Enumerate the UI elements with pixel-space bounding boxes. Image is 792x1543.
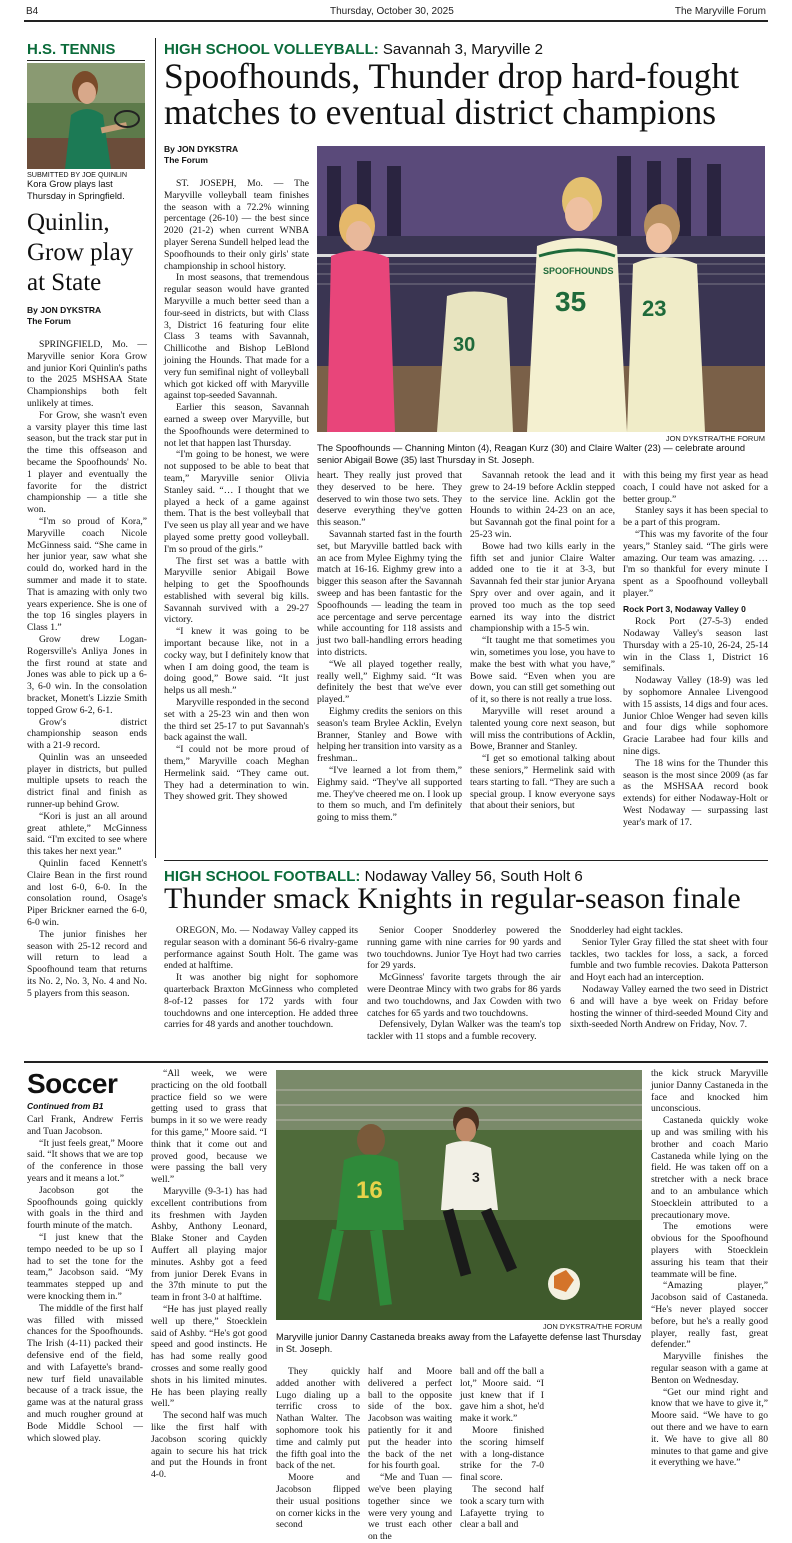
soccer-column-6 (651, 1068, 768, 1469)
tennis-headline: Quinlin, Grow play at State (27, 209, 134, 296)
soccer-paragraph: half and Moore delivered a perfect ball to the opposite side of the box. Jacobson was waiting patiently for it and put the header into the back of the net for his fourth goal. (368, 1366, 452, 1472)
football-headline: Thunder smack Knights in regular-season finale (164, 882, 741, 915)
volleyball-paragraph: “I'm going to be honest, we were not supposed to be able to beat that team,” Maryville senior Olivia Stanley said. “… I thought that we played a heck of a game against them. That is the best volleyball that I've seen us play all year and we have played some pretty good volleyball. I'm so proud of the girls.” (164, 449, 309, 555)
rock-port-subhead: Rock Port 3, Nodaway Valley 0 (623, 603, 746, 614)
soccer-paragraph: Jacobson got the Spoofhounds going quickly with goals in the third and fourth minute of the match. (27, 1184, 143, 1232)
volleyball-paragraph: Stanley says it has been special to be a part of this program. (623, 505, 768, 529)
tennis-paragraph: Grow's district championship season ends with a 21-9 record. (27, 716, 147, 752)
football-paragraph: OREGON, Mo. — Nodaway Valley capped its regular season with a dominant 56-6 rivalry-game performance against South Holt. The game was ended at halftime. (164, 925, 358, 972)
volleyball-paragraph: “It taught me that sometimes you win, sometimes you lose, you have to make the best with what you have,” Bowe said. “Even when you are down, you can still get something out of it, so there is not really a true loss. (470, 635, 615, 706)
tennis-caption: Kora Grow plays last Thursday in Springfield. (27, 179, 125, 201)
soccer-paragraph: Moore and Jacobson flipped their usual positions on corner kicks in the second (276, 1472, 360, 1531)
football-paragraph: Nodaway Valley earned the two seed in District 6 and will have a bye week on Friday before hosting the winner of third-seeded Mound City and sixth-seeded North Andrew on Friday, Nov. 7. (570, 983, 768, 1031)
football-paragraph: It was another big night for sophomore quarterback Braxton McGinness who completed 8-of-12 passes for 172 yards with four touchdowns and one interception. He added three carries for 48 yards and another touchdown. (164, 972, 358, 1031)
soccer-paragraph: “All week, we were practicing on the old football practice field so we were getting used to grass that bumps in it so we were ready for this game,” Moore said. “I think that it come out and proved good, because we were passing the ball very well.” (151, 1068, 267, 1186)
volleyball-byline-name: By JON DYKSTRA (164, 144, 239, 154)
page-number: B4 (26, 6, 39, 17)
football-paragraph: Senior Tyler Gray filled the stat sheet with four tackles, two tackles for loss, a sack, a forced fumble and two fumble recovies. Dakota Patterson and Hoyt each had an interception. (570, 936, 768, 984)
tennis-story (27, 339, 147, 1000)
soccer-column-4 (368, 1366, 452, 1543)
football-column-1 (164, 925, 358, 1031)
soccer-paragraph: Moore finished the scoring himself with a long-distance strike for the 7-0 final score. (460, 1424, 544, 1484)
volleyball-photo-credit: JON DYKSTRA/THE FORUM (665, 434, 765, 443)
volleyball-paragraph: “I knew it was going to be important because like, not in a cocky way, but I definitely know that when I am doing good, the team is doing good,” Bowe said. “It just helps us all mesh.” (164, 626, 309, 697)
volleyball-paragraph: The first set was a battle with Maryville senior Abigail Bowe helping to get the Spoofhounds established with several big kills. Savannah survived with a 29-27 victory. (164, 555, 309, 626)
volleyball-paragraph: Maryville responded in the second set with a 25-23 win and then won the third set 25-17 to put Savannah's back against the wall. (164, 697, 309, 744)
volleyball-paragraph: Savannah started fast in the fourth set, but Maryville battled back with an ace from Mylee Eighmy tying the match at 16-16. Eighmy grew into a bigger this season after the Savannah sweep and has been fantastic for the Spoofhounds — leading the team in ace percentage and serve percentage while accounting for 118 assists and just two ball-handling errors heading into districts. (317, 528, 462, 658)
football-column-2 (367, 925, 561, 1043)
volleyball-paragraph: Eighmy credits the seniors on this season's team Brylee Acklin, Evelyn Branner, Stanley and Bowe with helping her transition into varsity as a freshman.. (317, 705, 462, 765)
top-rule (24, 20, 768, 22)
tennis-section-title: H.S. TENNIS (27, 41, 116, 58)
volleyball-column-1 (164, 178, 309, 803)
tennis-byline-org: The Forum (27, 316, 71, 327)
soccer-jersey-3: 3 (472, 1169, 480, 1185)
soccer-paragraph: “Amazing player,” Jacobson said of Castaneda. “He's never played soccer before, but he's a really good player, really fast, great defender.” (651, 1280, 768, 1351)
jersey-30: 30 (453, 334, 476, 356)
soccer-paragraph: The middle of the first half was filled with missed chances for the Spoofhounds. The Irish (4-11) packed their defensive end of the field, and with Lafayette's brand-new turf field unavailable because of a track issue, the game was at the natural grass and much rougher ground at Bode Middle School — which slowed play. (27, 1302, 143, 1444)
football-kicker-label: HIGH SCHOOL FOOTBALL: (164, 868, 361, 885)
football-score: Nodaway Valley 56, South Holt 6 (364, 868, 583, 885)
football-paragraph: McGinness' favorite targets through the air were Deontrae Mincy with two grabs for 86 yards and two touchdowns, and Jax Cowden with two catches for 65 yards and two touchdowns. (367, 972, 561, 1019)
soccer-paragraph: Carl Frank, Andrew Ferris and Tuan Jacobson. (27, 1114, 143, 1137)
volleyball-caption: The Spoofhounds — Channing Minton (4), Reagan Kurz (30) and Claire Walter (23) — celebrate around senior Abigail Bowe (35) last Thursday in St. Joseph. (317, 443, 746, 465)
volleyball-paragraph: ST. JOSEPH, Mo. — The Maryville volleyball team finishes the season with a 72.2% winning percentage (26-10) — the best since 2020 (21-2) when current WNBA player Serena Sundell helped lead the Spoofhounds to their only girls' state championship in school history. (164, 178, 309, 272)
tennis-paragraph: “Kori is just an all around great athlete,” McGinness said. “I'm excited to see where this takes her next year.” (27, 810, 147, 858)
soccer-paragraph: The second half took a scary turn with Lafayette trying to clear a ball and (460, 1483, 544, 1531)
soccer-column-3 (276, 1366, 360, 1531)
tennis-rule (27, 60, 145, 61)
tennis-paragraph: Quinlin faced Kennett's Claire Bean in the first round and lost 6-0, 6-0. In the consolation round, Osage's Piper Brickner earned the 6-0, 6-0 win. (27, 858, 147, 929)
volleyball-paragraph: heart. They really just proved that they deserved to be here. They deserved to win those two sets. They deserve everything they've gotten this season.” (317, 470, 462, 529)
volleyball-paragraph: “I could not be more proud of them,” Maryville coach Meghan Hermelink said. “They came out. They had a determination to win. They showed grit. They showed (164, 744, 309, 803)
volleyball-paragraph: “I get so emotional talking about these seniors,” Hermelink said with tears starting to fall. “They are such a special group. I know everyone says that about their seniors, but (470, 753, 615, 812)
volleyball-paragraph: “We all played together really, really well,” Eighmy said. “It was definitely the best that we've ever played.” (317, 658, 462, 706)
football-top-rule (164, 860, 768, 861)
tennis-byline-name: By JON DYKSTRA (27, 305, 102, 315)
soccer-jersey-16: 16 (356, 1177, 383, 1204)
volleyball-paragraph: Earlier this season, Savannah earned a sweep over Maryville, but the Spoofhounds were determined to not let that happen last Thursday. (164, 402, 309, 449)
football-paragraph: Senior Cooper Snodderley powered the running game with nine carries for 90 yards and two touchdowns. Junior Tye Hoyt had two carries for 29 yards. (367, 925, 561, 972)
volleyball-paragraph: with this being my first year as head coach, I could have not asked for a better group.” (623, 470, 768, 505)
tennis-paragraph: For Grow, she wasn't even a varsity player this time last season, but the track star put in the time this offseason and became the Spoofhounds' No. 1 player and eventually the favorite for the district championship — a title she won. (27, 409, 147, 516)
volleyball-paragraph: “I've learned a lot from them,” Eighmy said. “They've all supported me. They've cheered me on. I look up to them so much, and I'm definitely going to miss them.” (317, 764, 462, 824)
tennis-paragraph: SPRINGFIELD, Mo. — Maryville senior Kora Grow and junior Kori Quinlin's paths to the 2025 MSHSAA State Championships both felt unlikely at times. (27, 339, 147, 409)
issue-date: Thursday, October 30, 2025 (330, 6, 454, 17)
volleyball-paragraph: Nodaway Valley (18-9) was led by sophomore Annalee Livengood with 15 assists, 14 digs and four aces. Junior Chloe Wenger had seven kills and four digs while sophomore Gracie Larabee had four kills and nine digs. (623, 675, 768, 757)
soccer-photo-credit: JON DYKSTRA/THE FORUM (542, 1322, 642, 1331)
volleyball-paragraph: In most seasons, that tremendous regular season would have granted Maryville a much better seed than a four-seed in districts, but with Class 3, District 16 featuring four elite Class 3 teams with Savannah, Chillicothe and Bishop LeBlond joining the Hounds. That made for a very fun semifinal night of volleyball which got kicked off with Maryville against top-seeded Savannah. (164, 272, 309, 402)
soccer-photo (276, 1070, 642, 1320)
soccer-top-rule (24, 1061, 768, 1063)
volleyball-score: Savannah 3, Maryville 2 (382, 41, 543, 58)
soccer-paragraph: “Get our mind right and know that we have to give it,” Moore said. “We have to go out there and we have to earn it. We have to give all 80 minutes to that game and give it everything we have.” (651, 1386, 768, 1469)
volleyball-byline-org: The Forum (164, 155, 208, 166)
football-column-3 (570, 925, 768, 1031)
soccer-paragraph: They quickly added another with Lugo dialing up a terrific cross to Nathan Walter. The sophomore took his time and calmly put the fifth goal into the back of the net. (276, 1366, 360, 1472)
volleyball-paragraph: Bowe had two kills early in the fifth set and junior Claire Walter added one to tie it at 3-3, but Savannah fed their star junior Aryana Spry over and over again, and it proved too much as the top seed earned its way into the district championship with a 15-5 win. (470, 540, 615, 635)
tennis-divider (155, 38, 156, 858)
soccer-continued: Continued from B1 (27, 1101, 104, 1111)
volleyball-paragraph: “This was my favorite of the four years,” Stanley said. “The girls were amazing. Our team was amazing. … I'm so thankful for every minute I spent as a Spoofhound volleyball player.” (623, 528, 768, 599)
soccer-paragraph: “Me and Tuan — we've been playing together since we were very young and we trust each other on the (368, 1472, 452, 1543)
volleyball-paragraph: The 18 wins for the Thunder this season is the most since 2009 (as far as the MSHSAA record book extends) for either Nodaway-Holt or West Nodaway — surpassing last year's mark of 17. (623, 757, 768, 828)
football-paragraph: Snodderley had eight tackles. (570, 925, 683, 936)
soccer-paragraph: Maryville (9-3-1) has had excellent contributions from its freshmen with Jayden Ashby, Anthony Leonard, Blake Stoner and Cayden Auffert all playing major minutes. Ashby got a feed from junior Derek Evans in the 37th minute to put the team in front 3-0 at halftime. (151, 1185, 267, 1304)
soccer-paragraph: Maryville finishes the regular season with a game at Benton on Wednesday. (651, 1351, 768, 1386)
tennis-photo-credit: SUBMITTED BY JOE QUINLIN (27, 170, 128, 179)
soccer-section-title: Soccer (27, 1068, 118, 1099)
football-paragraph: Defensively, Dylan Walker was the team's top tackler with 11 stops and a fumble recovery. (367, 1019, 561, 1043)
volleyball-paragraph: Rock Port (27-5-3) ended Nodaway Valley's season last Thursday with a 25-10, 26-24, 25-14 win in the Class 1, District 16 semifinals. (623, 616, 768, 675)
soccer-paragraph: The second half was much like the first half with Jacobson scoring quickly again to secure his hat trick and put the Hounds in front 4-0. (151, 1410, 267, 1481)
tennis-paragraph: Quinlin was an unseeded player in districts, but pulled multiple upsets to reach the district final and finish as runner-up behind Grow. (27, 751, 147, 811)
soccer-paragraph: “I just knew that the tempo needed to be up so I had to set the tone for the team,” Jacobson said. “My teammates stepped up and were knocking them in.” (27, 1231, 143, 1302)
newspaper-name: The Maryville Forum (674, 6, 766, 17)
soccer-column-2 (151, 1068, 267, 1481)
soccer-paragraph: Castaneda quickly woke up and was smiling with his brother and coach Mario Castaneda while lying on the field. He was taken off on a stretcher with a neck brace and to an ambulance which Stoecklein attributed to a precautionary move. (651, 1115, 768, 1221)
volleyball-column-2 (317, 470, 462, 824)
volleyball-headline: Spoofhounds, Thunder drop hard-fought matches to eventual district champions (164, 56, 740, 133)
soccer-paragraph: “He has just played really well up there,” Stoecklein said of Ashby. “He's got good speed and good instincts. He has had some really good crosses and some really good shots in his limited minutes. He has been playing really well.” (151, 1303, 267, 1410)
soccer-paragraph: the kick struck Maryville junior Danny Castaneda in the face and knocked him unconscious. (651, 1068, 768, 1115)
jersey-team-name: SPOOFHOUNDS (543, 266, 614, 276)
volleyball-column-3 (470, 470, 615, 812)
soccer-paragraph: The emotions were obvious for the Spoofhound players with Stoecklein assuring his team that their teammate will be fine. (651, 1221, 768, 1280)
volleyball-photo (317, 146, 765, 432)
volleyball-column-4 (623, 470, 768, 829)
tennis-paragraph: Grow drew Logan-Rogersville's Anliya Jones in the first round at state and Jones was able to pick up a 6-3, 6-0 win. In the consolation bracket, Monett's Lizzie Smith topped Grow 6-2, 6-1. (27, 633, 147, 716)
jersey-23: 23 (642, 296, 667, 321)
soccer-column-1 (27, 1114, 143, 1444)
tennis-paragraph: The junior finishes her season with 25-12 record and will return to lead a Spoofhound team that returns its No. 2, No. 3, No. 4 and No. 5 players from this season. (27, 928, 147, 999)
jersey-35: 35 (555, 286, 587, 317)
volleyball-paragraph: Savannah retook the lead and it grew to 24-19 before Acklin stepped to the service line. Acklin got the Hounds to within 24-23 on an ace, but Savannah got the final point for a 25-23 win. (470, 470, 615, 540)
tennis-byline (27, 305, 101, 328)
tennis-paragraph: “I'm so proud of Kora,” Maryville coach Nicole McGinness said. “She came in her junior year, saw what she could do, worked hard in the summer and made it to state. That is amazing with only two years experience. She is one of the top 16 singles players in Class 1.” (27, 515, 147, 634)
soccer-paragraph: ball and off the ball a lot,” Moore said. “I just knew that if I gave him a shot, he'd make it work.” (460, 1366, 544, 1425)
soccer-column-5 (460, 1366, 544, 1531)
soccer-paragraph: “It just feels great,” Moore said. “It shows that we are top of the conference in those years and it means a lot.” (27, 1137, 143, 1184)
volleyball-kicker-label: HIGH SCHOOL VOLLEYBALL: (164, 41, 379, 58)
volleyball-byline (164, 144, 238, 167)
soccer-caption: Maryville junior Danny Castaneda breaks away from the Lafayette defense last Thursday in St. Joseph. (276, 1332, 642, 1354)
volleyball-paragraph: Maryville will reset around a talented young core next season, but will miss the contributions of Acklin, Bowe, Branner and Stanley. (470, 705, 615, 753)
tennis-photo (27, 63, 145, 169)
